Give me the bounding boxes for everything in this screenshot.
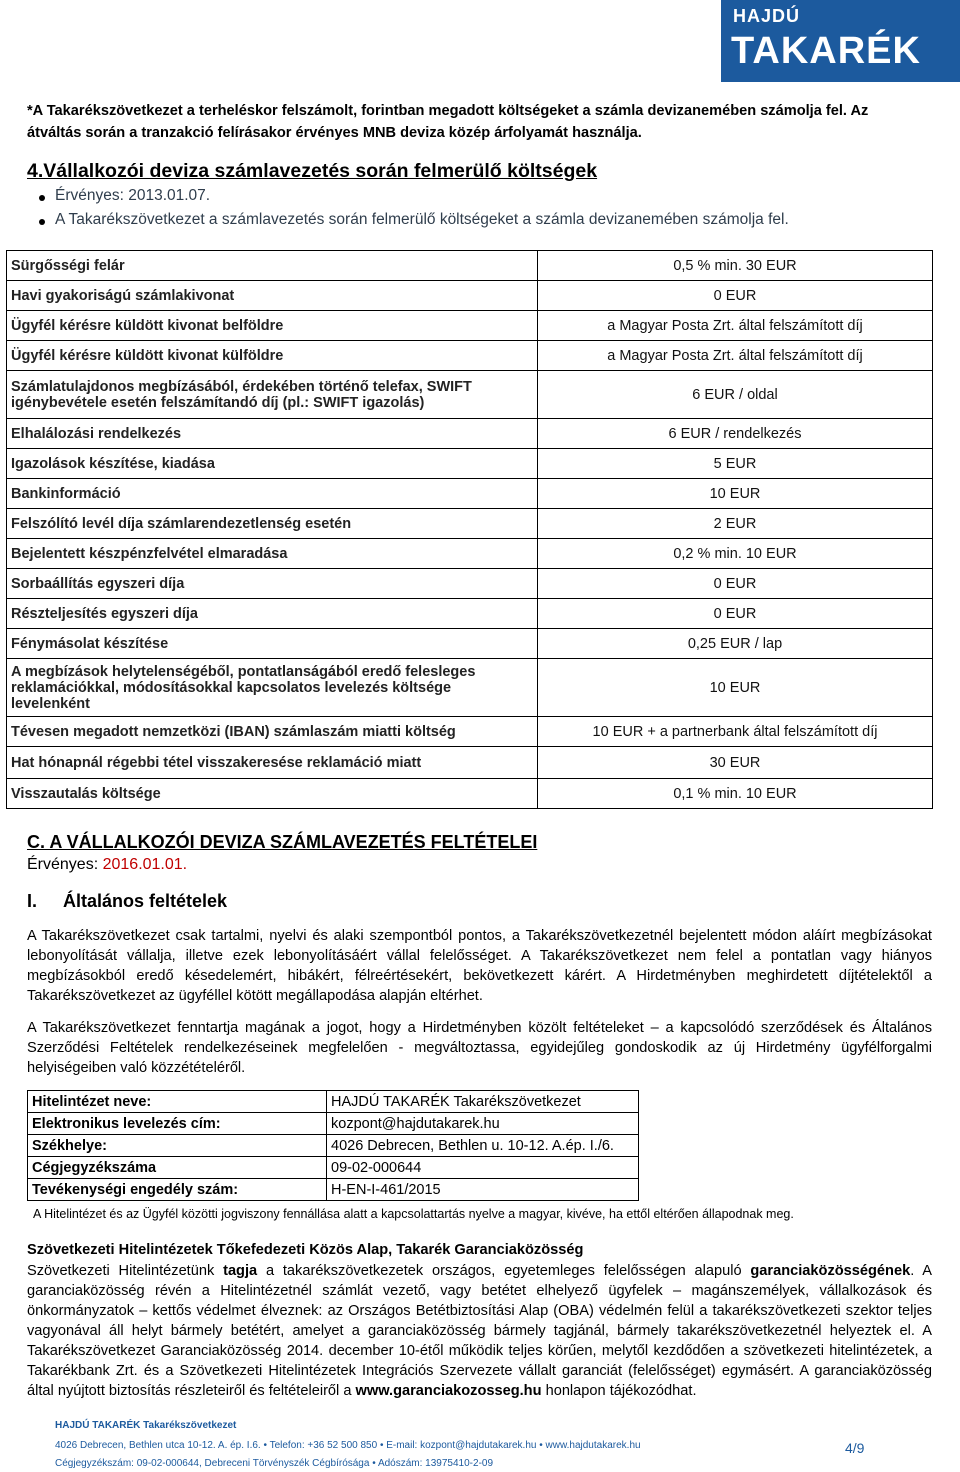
- logo-line2: TAKARÉK: [731, 30, 921, 72]
- validity-date: 2016.01.01.: [102, 856, 188, 873]
- fee-label: Fénymásolat készítése: [7, 629, 538, 659]
- section-c-title: C. A VÁLLALKOZÓI DEVIZA SZÁMLAVEZETÉS FELTÉTELEI: [27, 832, 538, 852]
- info-key: Elektronikus levelezés cím:: [28, 1113, 327, 1135]
- info-value: kozpont@hajdutakarek.hu: [327, 1113, 639, 1135]
- fee-row: [7, 599, 933, 629]
- info-row: [28, 1113, 639, 1135]
- fee-value: 0 EUR: [538, 569, 933, 599]
- fee-value: 2 EUR: [538, 509, 933, 539]
- fee-label: Ügyfél kérésre küldött kivonat belföldre: [7, 311, 538, 341]
- fee-value: 0 EUR: [538, 599, 933, 629]
- fee-row: [7, 341, 933, 371]
- guarantee-link[interactable]: www.garanciakozosseg.hu: [355, 1383, 542, 1399]
- guarantee-text-4: honlapon tájékozódhat.: [541, 1383, 697, 1399]
- guarantee-text-2: a takarékszövetkezetek országos, egyetemleges felelősségen alapuló: [257, 1263, 751, 1279]
- fee-value: 6 EUR / oldal: [538, 371, 933, 419]
- fee-row: [7, 449, 933, 479]
- fee-value: 0,25 EUR / lap: [538, 629, 933, 659]
- page-number: 4/9: [845, 1440, 865, 1456]
- fee-label: Visszautalás költsége: [7, 779, 538, 809]
- fee-label: Sürgősségi felár: [7, 251, 538, 281]
- section-i-heading: Általános feltételek: [63, 891, 228, 911]
- section-c-validity: [27, 856, 187, 874]
- fee-label: Havi gyakoriságú számlakivonat: [7, 281, 538, 311]
- fee-table: [6, 250, 933, 809]
- info-key: Székhelye:: [28, 1135, 327, 1157]
- info-value: H-EN-I-461/2015: [327, 1179, 639, 1201]
- guarantee-paragraph: [27, 1261, 932, 1401]
- fee-row: [7, 251, 933, 281]
- fee-value: a Magyar Posta Zrt. által felszámított díj: [538, 311, 933, 341]
- guarantee-text-1: Szövetkezeti Hitelintézetünk: [27, 1263, 224, 1279]
- fee-label: Számlatulajdonos megbízásából, érdekében történő telefax, SWIFT igénybevétele esetén felszámítandó díj (pl.: SWIFT igazolás): [7, 371, 538, 419]
- bullet-valid-date: Érvényes: 2013.01.07.: [55, 187, 211, 204]
- fee-row: [7, 371, 933, 419]
- fee-label: Részteljesítés egyszeri díja: [7, 599, 538, 629]
- guarantee-text-3: . A garanciaközösség révén a Hitelintézetnél számlát vezető, vagy betétet elhelyező ügyfelek – magánszemélyek, vállalkozások és önkormányzatok – kettős védelmet élveznek: az Országos Betétbiztosítási Alap (OBA) védelmén felül a takarékszövetkezeti szektor teljes vagyonával áll helyt bármely betétért, amelyet a garanciaközösség bármely tagjánál, bármely takarékszövetkezetnél helyeztek el. A Takarékszövetkezet Garanciaközösség 2014. december 10-étől működik teljes körűen, melytől kezdődően a szövetkezeti hitelintézetek, a Takarékbank Zrt. és a Szövetkezeti Hitelintézetek Integrációs Szervezete vállalt garanciát (felelősséget) egymásért. A garanciaközösség által nyújtott biztosítás részleteiről és feltételeiről a: [27, 1263, 932, 1399]
- fee-row: [7, 629, 933, 659]
- fee-value: 10 EUR + a partnerbank által felszámított díj: [538, 717, 933, 747]
- general-terms-paragraph-2: A Takarékszövetkezet fenntartja magának a jogot, hogy a Hirdetményben közölt feltételeket – a kapcsolódó szerződések és Általános Szerződési Feltételek rendelkezéseinek megfelelően - megváltoztassa, egyidejűleg gondoskodik az új Hirdetmény ügyfélforgalmi helyiségeiben való közzétételéről.: [27, 1020, 932, 1076]
- fee-label: A megbízások helytelenségéből, pontatlanságából eredő felesleges reklamációkkal, módosításokkal kapcsolatos levelezés költsége levelenként: [7, 659, 538, 717]
- fee-label: Igazolások készítése, kiadása: [7, 449, 538, 479]
- fee-label: Felszólító levél díja számlarendezetlenség esetén: [7, 509, 538, 539]
- fee-row: [7, 659, 933, 717]
- hajdu-takarek-logo: [721, 0, 960, 82]
- fee-value: a Magyar Posta Zrt. által felszámított díj: [538, 341, 933, 371]
- fee-row: [7, 569, 933, 599]
- fee-value: 5 EUR: [538, 449, 933, 479]
- fee-row: [7, 311, 933, 341]
- footer-contact: 4026 Debrecen, Bethlen utca 10-12. A. ép. I.6. • Telefon: +36 52 500 850 • E-mail: kozpont@hajdutakarek.hu • www.hajdutakarek.hu: [55, 1440, 641, 1451]
- info-value: HAJDÚ TAKARÉK Takarékszövetkezet: [327, 1091, 639, 1113]
- validity-label: Érvényes:: [27, 856, 103, 873]
- fee-label: Elhalálozási rendelkezés: [7, 419, 538, 449]
- fee-label: Tévesen megadott nemzetközi (IBAN) számlaszám miatti költség: [7, 717, 538, 747]
- section-i-title: [27, 891, 227, 912]
- info-row: [28, 1091, 639, 1113]
- fee-value: 0,5 % min. 30 EUR: [538, 251, 933, 281]
- info-row: [28, 1135, 639, 1157]
- info-value: 09-02-000644: [327, 1157, 639, 1179]
- fee-row: [7, 779, 933, 809]
- bullet-currency-note: A Takarékszövetkezet a számlavezetés során felmerülő költségeket a számla devizanemében számolja fel.: [55, 211, 789, 228]
- fee-value: 10 EUR: [538, 659, 933, 717]
- footer-company: HAJDÚ TAKARÉK Takarékszövetkezet: [55, 1420, 237, 1431]
- fee-value: 30 EUR: [538, 747, 933, 779]
- info-key: Hitelintézet neve:: [28, 1091, 327, 1113]
- fee-value: 0,1 % min. 10 EUR: [538, 779, 933, 809]
- fee-row: [7, 509, 933, 539]
- fee-row: [7, 419, 933, 449]
- fee-row: [7, 717, 933, 747]
- fee-value: 6 EUR / rendelkezés: [538, 419, 933, 449]
- info-value: 4026 Debrecen, Bethlen u. 10-12. A.ép. I./6.: [327, 1135, 639, 1157]
- info-key: Tevékenységi engedély szám:: [28, 1179, 327, 1201]
- guarantee-title: Szövetkezeti Hitelintézetek Tőkefedezeti Közös Alap, Takarék Garanciaközösség: [27, 1242, 584, 1258]
- fee-row: [7, 281, 933, 311]
- guarantee-text-community: garanciaközösségének: [750, 1263, 911, 1279]
- fee-label: Hat hónapnál régebbi tétel visszakeresése reklamáció miatt: [7, 747, 538, 779]
- language-note: A Hitelintézet és az Ügyfél közötti jogviszony fennállása alatt a kapcsolattartás nyelve a magyar, kivéve, ha ettől eltérően állapodnak meg.: [33, 1207, 794, 1221]
- footer-registry: Cégjegyzékszám: 09-02-000644, Debreceni Törvényszék Cégbírósága • Adószám: 13975410-2-09: [55, 1458, 494, 1469]
- section-i-number: I.: [27, 891, 38, 911]
- fee-label: Sorbaállítás egyszeri díja: [7, 569, 538, 599]
- info-row: [28, 1179, 639, 1201]
- fee-label: Bankinformáció: [7, 479, 538, 509]
- fee-value: 0 EUR: [538, 281, 933, 311]
- fee-label: Ügyfél kérésre küldött kivonat külföldre: [7, 341, 538, 371]
- fee-row: [7, 747, 933, 779]
- fee-value: 10 EUR: [538, 479, 933, 509]
- info-row: [28, 1157, 639, 1179]
- conversion-note: *A Takarékszövetkezet a terheléskor felszámolt, forintban megadott költségeket a számla devizanemében számolja fel. Az átváltás során a tranzakció felírásakor érvényes MNB deviza közép árfolyamát használja.: [27, 103, 869, 141]
- fee-value: 0,2 % min. 10 EUR: [538, 539, 933, 569]
- fee-row: [7, 539, 933, 569]
- fee-label: Bejelentett készpénzfelvétel elmaradása: [7, 539, 538, 569]
- guarantee-text-tagja: tagja: [223, 1263, 258, 1279]
- institution-info-table: [27, 1090, 639, 1201]
- section-4-title: 4.Vállalkozói deviza számlavezetés során felmerülő költségek: [27, 160, 598, 182]
- info-key: Cégjegyzékszáma: [28, 1157, 327, 1179]
- general-terms-paragraph-1: A Takarékszövetkezet csak tartalmi, nyelvi és alaki szempontból pontos, a Takarékszövetkezetnél bejelentett módon aláírt megbízásokat lebonyolítását vállalja, illetve ezek lebonyolításáért vállal felelősséget. A Takarékszövetkezet nem felel a pontatlan vagy hiányos megbízásokból eredő késedelemért, hibákért, félreértésekért, bekövetkezett kárért. A Hirdetményben meghirdetett díjtételektől a Takarékszövetkezet az ügyféllel kötött megállapodása alapján eltérhet.: [27, 928, 932, 1004]
- logo-line1: HAJDÚ: [733, 6, 801, 26]
- fee-row: [7, 479, 933, 509]
